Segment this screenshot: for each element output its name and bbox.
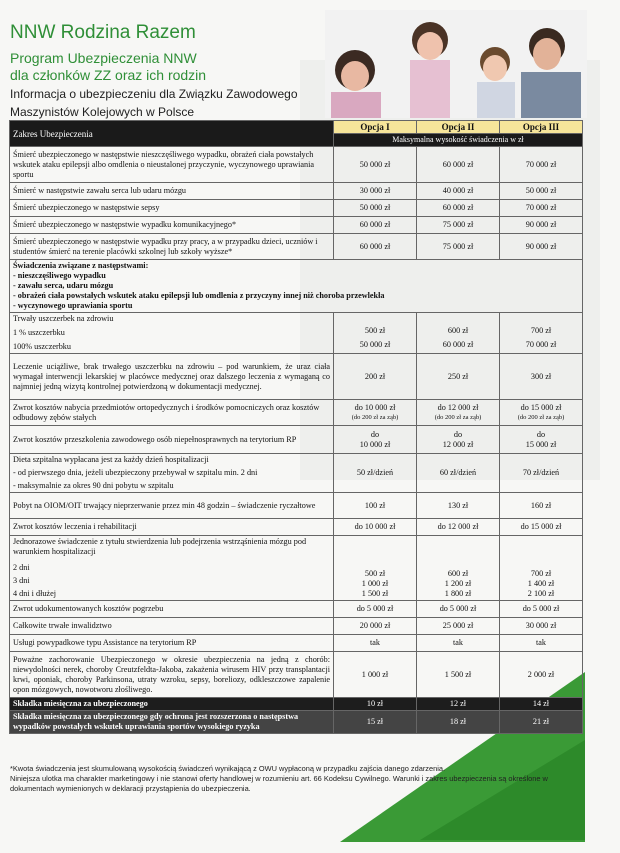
- row-label: Śmierć ubezpieczonego w następstwie wypadku komunikacyjnego*: [10, 217, 334, 234]
- value: 1 200 zł: [444, 579, 472, 588]
- hospital-label-2: - od pierwszego dnia, jeżeli ubezpieczony przebywał w szpitalu min. 2 dni: [13, 468, 258, 477]
- hospital-label-1: Dieta szpitalna wypłacana jest za każdy dzień hospitalizacji: [13, 455, 209, 464]
- insurance-table: [9, 120, 583, 734]
- concussion-d3: 4 dni i dłużej: [13, 589, 56, 598]
- cell-opt1: do 10 000 zł: [334, 519, 417, 536]
- cell-opt2: 1 500 zł: [417, 652, 500, 698]
- cell-opt3: [500, 426, 583, 454]
- concussion-label-cell: [10, 536, 334, 601]
- row-label: Poważne zachorowanie Ubezpieczonego w okresie ubezpieczenia na jedną z chorób: niewydolności nerek, choroby Creutzfeldta-Jakoba, zakażenia wirusem HIV przy transplantacji krwi, oponiak, choroby Parkinsona, utraty wzroku, sepsy, boreliozy, odkleszczowe zapalenie opon mózgowych, nowotworu złośliwego.: [10, 652, 334, 698]
- cell-opt2: do 5 000 zł: [417, 601, 500, 618]
- cell-opt1: [334, 536, 417, 601]
- cell-opt3: [500, 536, 583, 601]
- cell-opt2: 25 000 zł: [417, 618, 500, 635]
- table-row: [10, 635, 583, 652]
- related-item: - wyczynowego uprawiania sportu: [13, 301, 133, 310]
- value: 2 100 zł: [527, 589, 555, 598]
- row-label: Leczenie uciążliwe, brak trwałego uszczerbku na zdrowiu – pod warunkiem, że uraz ciała wymagał interwencji lekarskiej w placówce medycznej oraz dalszego leczenia z wymaganą co najmniej jedną wizytą kontrolnej potwierdzoną w dokumentacji medycznej.: [10, 354, 334, 400]
- value: 60 000 zł: [442, 340, 474, 349]
- cell-opt1: [334, 313, 417, 354]
- prefix: do: [453, 429, 463, 439]
- header: [10, 6, 310, 120]
- cell-opt1: 200 zł: [334, 354, 417, 400]
- cell-opt2: do 12 000 zł: [417, 519, 500, 536]
- cell-opt1: 50 000 zł: [334, 200, 417, 217]
- cell-opt3: do 5 000 zł: [500, 601, 583, 618]
- cell-opt2: 250 zł: [417, 354, 500, 400]
- row-label: Zwrot kosztów przeszkolenia zawodowego osób niepełnosprawnych na terytorium RP: [10, 426, 334, 454]
- value: 1 400 zł: [527, 579, 555, 588]
- cell-opt3: 70 000 zł: [500, 200, 583, 217]
- related-benefits-cell: [10, 260, 583, 313]
- cell-opt1: 100 zł: [334, 493, 417, 519]
- fee-extended-label: Składka miesięczna za ubezpieczonego gdy ochrona jest rozszerzona o następstwa wypadków powstałych wskutek uprawiania sportów wysokiego ryzyka: [10, 711, 334, 734]
- cell-opt1: [334, 426, 417, 454]
- option-2-header: Opcja II: [417, 121, 500, 134]
- table-row: [10, 200, 583, 217]
- hospital-label-3: - maksymalnie za okres 90 dni pobytu w szpitalu: [13, 481, 174, 490]
- fee-ext-opt3: 21 zł: [500, 711, 583, 734]
- cell-opt1: do 5 000 zł: [334, 601, 417, 618]
- fee-label: Składka miesięczna za ubezpieczonego: [10, 698, 334, 711]
- footnote-2: Niniejsza ulotka ma charakter marketingowy i nie stanowi oferty handlowej w rozumieniu art. 66 Kodeksu Cywilnego. Warunki i zakres ubezpieczenia są określone w dokumentach wymienionych w deklaracji przystąpienia do ubezpieczenia.: [10, 774, 548, 793]
- footer-notes: [10, 764, 585, 794]
- note: (do 200 zł za ząb): [517, 413, 565, 421]
- page-title: NNW Rodzina Razem: [10, 22, 196, 43]
- cell-opt3: 90 000 zł: [500, 234, 583, 260]
- cell-opt3: [500, 400, 583, 426]
- row-label: Zwrot kosztów nabycia przedmiotów ortopedycznych i środków pomocniczych oraz kosztów odbudowy zębów stałych: [10, 400, 334, 426]
- cell-opt3: 2 000 zł: [500, 652, 583, 698]
- cell-opt2: 40 000 zł: [417, 183, 500, 200]
- table-row: [10, 234, 583, 260]
- cell-opt3: do 15 000 zł: [500, 519, 583, 536]
- fee-opt2: 12 zł: [417, 698, 500, 711]
- family-photo: [325, 10, 587, 118]
- cell-opt3: 300 zł: [500, 354, 583, 400]
- cell-opt2: [417, 536, 500, 601]
- cell-opt2: tak: [417, 635, 500, 652]
- cell-opt1: 50 zł/dzień: [334, 454, 417, 493]
- row-label: Śmierć ubezpieczonego w następstwie wypadku przy pracy, a w przypadku dzieci, uczniów i studentów śmierć na terenie placówki szkolnej lub szkoły wyższe*: [10, 234, 334, 260]
- cell-opt3: 160 zł: [500, 493, 583, 519]
- table-row: [10, 400, 583, 426]
- table-header-row: [10, 121, 583, 134]
- cell-opt3: 70 000 zł: [500, 147, 583, 183]
- cell-opt1: 30 000 zł: [334, 183, 417, 200]
- fee-row: [10, 698, 583, 711]
- table-row: [10, 147, 583, 183]
- cell-opt1: 1 000 zł: [334, 652, 417, 698]
- hospital-label-cell: [10, 454, 334, 493]
- row-label: Całkowite trwałe inwalidztwo: [10, 618, 334, 635]
- row-label: Śmierć ubezpieczonego w następstwie sepsy: [10, 200, 334, 217]
- cell-opt1: 50 000 zł: [334, 147, 417, 183]
- fee-opt1: 10 zł: [334, 698, 417, 711]
- related-title: Świadczenia związane z następstwami:: [13, 261, 149, 270]
- cell-opt1: 60 000 zł: [334, 217, 417, 234]
- cell-opt3: 30 000 zł: [500, 618, 583, 635]
- value: 500 zł: [364, 326, 386, 335]
- cell-opt2: 60 000 zł: [417, 147, 500, 183]
- value: 10 000 zł: [359, 439, 391, 449]
- row-label: Śmierć w następstwie zawału serca lub udaru mózgu: [10, 183, 334, 200]
- cell-opt2: 130 zł: [417, 493, 500, 519]
- cell-opt2: 60 000 zł: [417, 200, 500, 217]
- value: 500 zł: [364, 569, 386, 578]
- value: 1 500 zł: [361, 589, 389, 598]
- value: 15 000 zł: [525, 439, 557, 449]
- cell-opt3: [500, 313, 583, 354]
- fee-extended-row: [10, 711, 583, 734]
- value: 1 800 zł: [444, 589, 472, 598]
- hospital-row: [10, 454, 583, 493]
- value: 12 000 zł: [442, 439, 474, 449]
- table-row: [10, 652, 583, 698]
- permanent-r1: 1 % uszczerbku: [13, 328, 65, 337]
- fee-opt3: 14 zł: [500, 698, 583, 711]
- related-item: - nieszczęśliwego wypadku: [13, 271, 106, 280]
- cell-opt2: [417, 313, 500, 354]
- concussion-label: Jednorazowe świadczenie z tytułu stwierdzenia lub podejrzenia wstrząśnienia mózgu pod warunkiem hospitalizacji: [13, 537, 307, 556]
- value: 600 zł: [447, 569, 469, 578]
- permanent-title: Trwały uszczerbek na zdrowiu: [13, 314, 114, 323]
- cell-opt2: 75 000 zł: [417, 217, 500, 234]
- cell-opt2: 75 000 zł: [417, 234, 500, 260]
- info-line-1: Informacja o ubezpieczeniu dla Związku Zawodowego: [10, 87, 298, 101]
- table-row: [10, 426, 583, 454]
- related-item: - obrażeń ciała powstałych wskutek ataku epilepsji lub omdlenia z przyczyny innej niż choroba przewlekła: [13, 291, 385, 300]
- option-3-header: Opcja III: [500, 121, 583, 134]
- cell-opt1: [334, 400, 417, 426]
- option-1-header: Opcja I: [334, 121, 417, 134]
- cell-opt2: [417, 400, 500, 426]
- table-row: [10, 183, 583, 200]
- note: (do 200 zł za ząb): [434, 413, 482, 421]
- table-row: [10, 354, 583, 400]
- value: 700 zł: [530, 326, 552, 335]
- cell-opt3: 50 000 zł: [500, 183, 583, 200]
- cell-opt3: tak: [500, 635, 583, 652]
- value: 50 000 zł: [359, 340, 391, 349]
- value: 70 000 zł: [525, 340, 557, 349]
- cell-opt1: 20 000 zł: [334, 618, 417, 635]
- row-label: Usługi powypadkowe typu Assistance na terytorium RP: [10, 635, 334, 652]
- table-row: [10, 601, 583, 618]
- cell-opt1: tak: [334, 635, 417, 652]
- concussion-row: [10, 536, 583, 601]
- footnote-1: *Kwota świadczenia jest skumulowaną wysokością świadczeń wynikającą z OWU wypłaconą w przypadku zajścia danego zdarzenia.: [10, 764, 446, 773]
- note: (do 200 zł za ząb): [351, 413, 399, 421]
- program-line-2: dla członków ZZ oraz ich rodzin: [10, 67, 207, 83]
- info-line-2: Maszynistów Kolejowych w Polsce: [10, 105, 195, 119]
- prefix: do: [370, 429, 380, 439]
- concussion-d2: 3 dni: [13, 576, 30, 585]
- prefix: do: [536, 429, 546, 439]
- fee-ext-opt1: 15 zł: [334, 711, 417, 734]
- max-benefit-label: Maksymalna wysokość świadczenia w zł: [334, 134, 583, 147]
- related-benefits-row: [10, 260, 583, 313]
- value: 700 zł: [530, 569, 552, 578]
- table-row: [10, 618, 583, 635]
- row-label: Zwrot kosztów leczenia i rehabilitacji: [10, 519, 334, 536]
- related-item: - zawału serca, udaru mózgu: [13, 281, 114, 290]
- permanent-label-cell: [10, 313, 334, 354]
- row-label: Pobyt na OIOM/OIT trwający nieprzerwanie przez min 48 godzin – świadczenie ryczałtowe: [10, 493, 334, 519]
- value: do 15 000 zł: [520, 402, 562, 412]
- value: 1 000 zł: [361, 579, 389, 588]
- scope-header: Zakres Ubezpieczenia: [10, 121, 334, 147]
- value: do 12 000 zł: [437, 402, 479, 412]
- row-label: Zwrot udokumentowanych kosztów pogrzebu: [10, 601, 334, 618]
- cell-opt3: 70 zł/dzień: [500, 454, 583, 493]
- row-label: Śmierć ubezpieczonego w następstwie nieszczęśliwego wypadku, obrażeń ciała powstałych wskutek ataku epilepsji albo omdlenia o nieustalonej przyczynie, wyczynowego uprawiania sportu: [10, 147, 334, 183]
- value: do 10 000 zł: [354, 402, 396, 412]
- table-row: [10, 493, 583, 519]
- cell-opt2: 60 zł/dzień: [417, 454, 500, 493]
- permanent-damage-row: [10, 313, 583, 354]
- value: 600 zł: [447, 326, 469, 335]
- fee-ext-opt2: 18 zł: [417, 711, 500, 734]
- program-line-1: Program Ubezpieczenia NNW: [10, 50, 197, 66]
- cell-opt3: 90 000 zł: [500, 217, 583, 234]
- table-row: [10, 217, 583, 234]
- table-row: [10, 519, 583, 536]
- permanent-r2: 100% uszczerbku: [13, 342, 71, 351]
- cell-opt2: [417, 426, 500, 454]
- cell-opt1: 60 000 zł: [334, 234, 417, 260]
- concussion-d1: 2 dni: [13, 563, 30, 572]
